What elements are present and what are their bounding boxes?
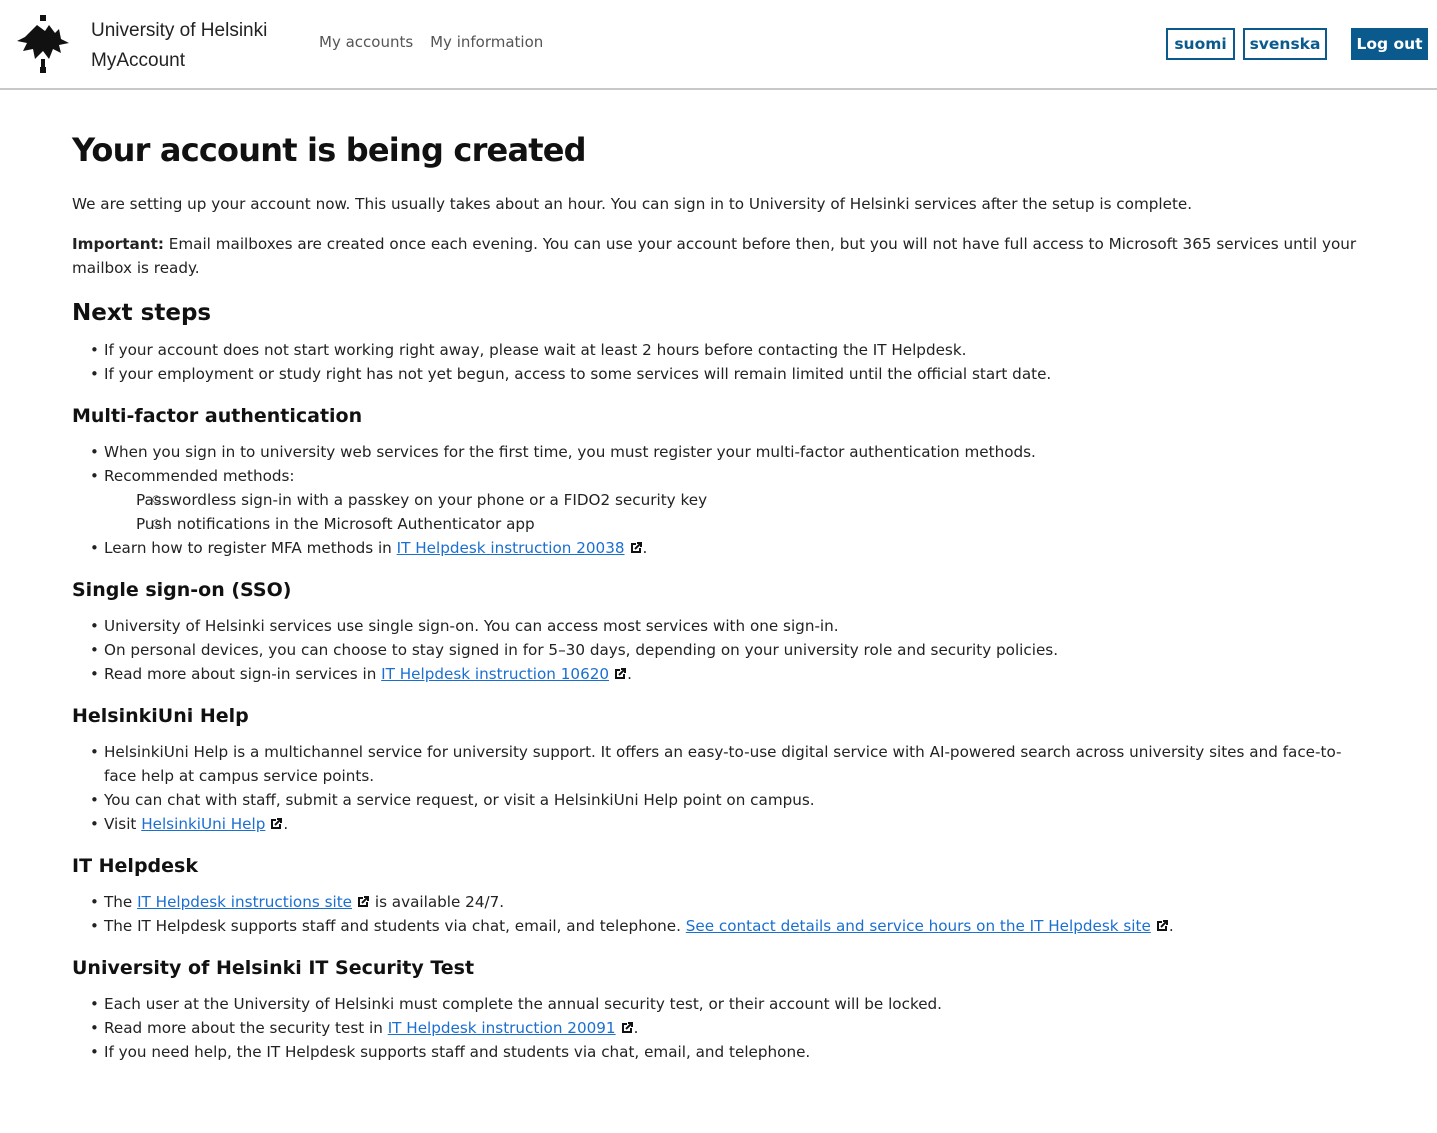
- help-list: [72, 740, 1362, 836]
- list-item-text: Read more about the security test in: [104, 1019, 388, 1037]
- list-item: • When you sign in to university web services for the first time, you must register your multi-factor authentication methods.: [72, 440, 1362, 464]
- list-item: [72, 890, 1362, 914]
- external-link-icon: [269, 817, 283, 831]
- helpdesk-instructions-link[interactable]: IT Helpdesk instructions site: [137, 893, 353, 911]
- list-item: [72, 914, 1362, 938]
- main-content: [72, 128, 1362, 1070]
- list-item: • Each user at the University of Helsinki must complete the annual security test, or their account will be locked.: [72, 992, 1362, 1016]
- security-heading: University of Helsinki IT Security Test: [72, 957, 475, 979]
- list-item: [72, 662, 1362, 686]
- helpdesk-heading: IT Helpdesk: [72, 855, 198, 877]
- list-item-text: is available 24/7.: [370, 893, 505, 911]
- list-item: • If your employment or study right has not yet begun, access to some services will remain limited until the official start date.: [72, 362, 1362, 386]
- list-item: ○ Push notifications in the Microsoft Authenticator app: [104, 512, 1362, 536]
- lang-suomi-button[interactable]: suomi: [1166, 28, 1235, 60]
- helpdesk-20038-link[interactable]: IT Helpdesk instruction 20038: [396, 539, 625, 557]
- security-list: [72, 992, 1362, 1064]
- next-steps-heading: Next steps: [72, 300, 212, 326]
- intro-text: We are setting up your account now. This usually takes about an hour. You can sign in to University of Helsinki services after the setup is complete.: [72, 195, 1193, 213]
- next-steps-list: [72, 338, 1362, 386]
- list-item: • HelsinkiUni Help is a multichannel service for university support. It offers an easy-to-use digital service with AI-powered search across university sites and face-to-face help at campus service points.: [72, 740, 1362, 788]
- list-item: [72, 464, 1362, 536]
- list-item: [72, 536, 1362, 560]
- helpdesk-list: [72, 890, 1362, 938]
- list-item-text: The: [104, 893, 138, 911]
- list-item-text: .: [627, 665, 632, 683]
- external-link-icon: [620, 1021, 634, 1035]
- main-nav: [319, 33, 555, 51]
- helpdesk-10620-link[interactable]: IT Helpdesk instruction 10620: [381, 665, 610, 683]
- site-header: [0, 0, 1437, 90]
- important-text: Email mailboxes are created once each evening. You can use your account before then, but you will not have full access to Microsoft 365 services until your mailbox is ready.: [72, 235, 1357, 277]
- university-logo-icon[interactable]: [15, 15, 71, 73]
- list-item-text: .: [633, 1019, 639, 1037]
- external-link-icon: [629, 541, 643, 555]
- nav-my-accounts[interactable]: My accounts: [319, 33, 414, 51]
- external-link-icon: [613, 667, 627, 681]
- brand-app: MyAccount: [91, 50, 185, 71]
- sso-heading: Single sign-on (SSO): [72, 579, 292, 601]
- list-item: [72, 812, 1362, 836]
- list-item: • You can chat with staff, submit a service request, or visit a HelsinkiUni Help point on campus.: [72, 788, 1362, 812]
- mfa-list: [72, 440, 1362, 560]
- list-item: ○ Passwordless sign-in with a passkey on your phone or a FIDO2 security key: [104, 488, 1362, 512]
- help-heading: HelsinkiUni Help: [72, 705, 249, 727]
- list-item-text: Visit: [104, 815, 142, 833]
- lang-svenska-button[interactable]: svenska: [1243, 28, 1327, 60]
- mfa-methods-list: [104, 488, 1362, 536]
- external-link-icon: [356, 895, 370, 909]
- sso-list: [72, 614, 1362, 686]
- list-item-text: Learn how to register MFA methods in: [104, 539, 397, 557]
- important-label: Important:: [72, 235, 164, 253]
- brand[interactable]: [91, 16, 267, 76]
- nav-my-information[interactable]: My information: [430, 33, 544, 51]
- list-item-text: Recommended methods:: [104, 467, 295, 485]
- list-item: • If you need help, the IT Helpdesk supports staff and students via chat, email, and telephone.: [72, 1040, 1362, 1064]
- list-item-text: .: [642, 539, 648, 557]
- list-item: • If your account does not start working right away, please wait at least 2 hours before contacting the IT Helpdesk.: [72, 338, 1362, 362]
- list-item-text: The IT Helpdesk supports staff and students via chat, email, and telephone.: [104, 917, 686, 935]
- list-item: [72, 1016, 1362, 1040]
- external-link-icon: [1155, 919, 1169, 933]
- logout-button[interactable]: Log out: [1351, 28, 1428, 60]
- helpdesk-20091-link[interactable]: IT Helpdesk instruction 20091: [387, 1019, 616, 1037]
- list-item-text: .: [283, 815, 289, 833]
- important-note: [72, 232, 1362, 280]
- list-item-text: .: [1168, 917, 1174, 935]
- list-item: • On personal devices, you can choose to stay signed in for 5–30 days, depending on your university role and security policies.: [72, 638, 1362, 662]
- list-item-text: Read more about sign-in services in: [104, 665, 382, 683]
- brand-university: University of Helsinki: [91, 20, 268, 41]
- list-item: • University of Helsinki services use single sign-on. You can access most services with one sign-in.: [72, 614, 1362, 638]
- mfa-heading: Multi-factor authentication: [72, 405, 363, 427]
- helsinkiuni-help-link[interactable]: HelsinkiUni Help: [141, 815, 266, 833]
- page-title: Your account is being created: [72, 131, 586, 169]
- helpdesk-contact-link[interactable]: See contact details and service hours on the IT Helpdesk site: [685, 917, 1151, 935]
